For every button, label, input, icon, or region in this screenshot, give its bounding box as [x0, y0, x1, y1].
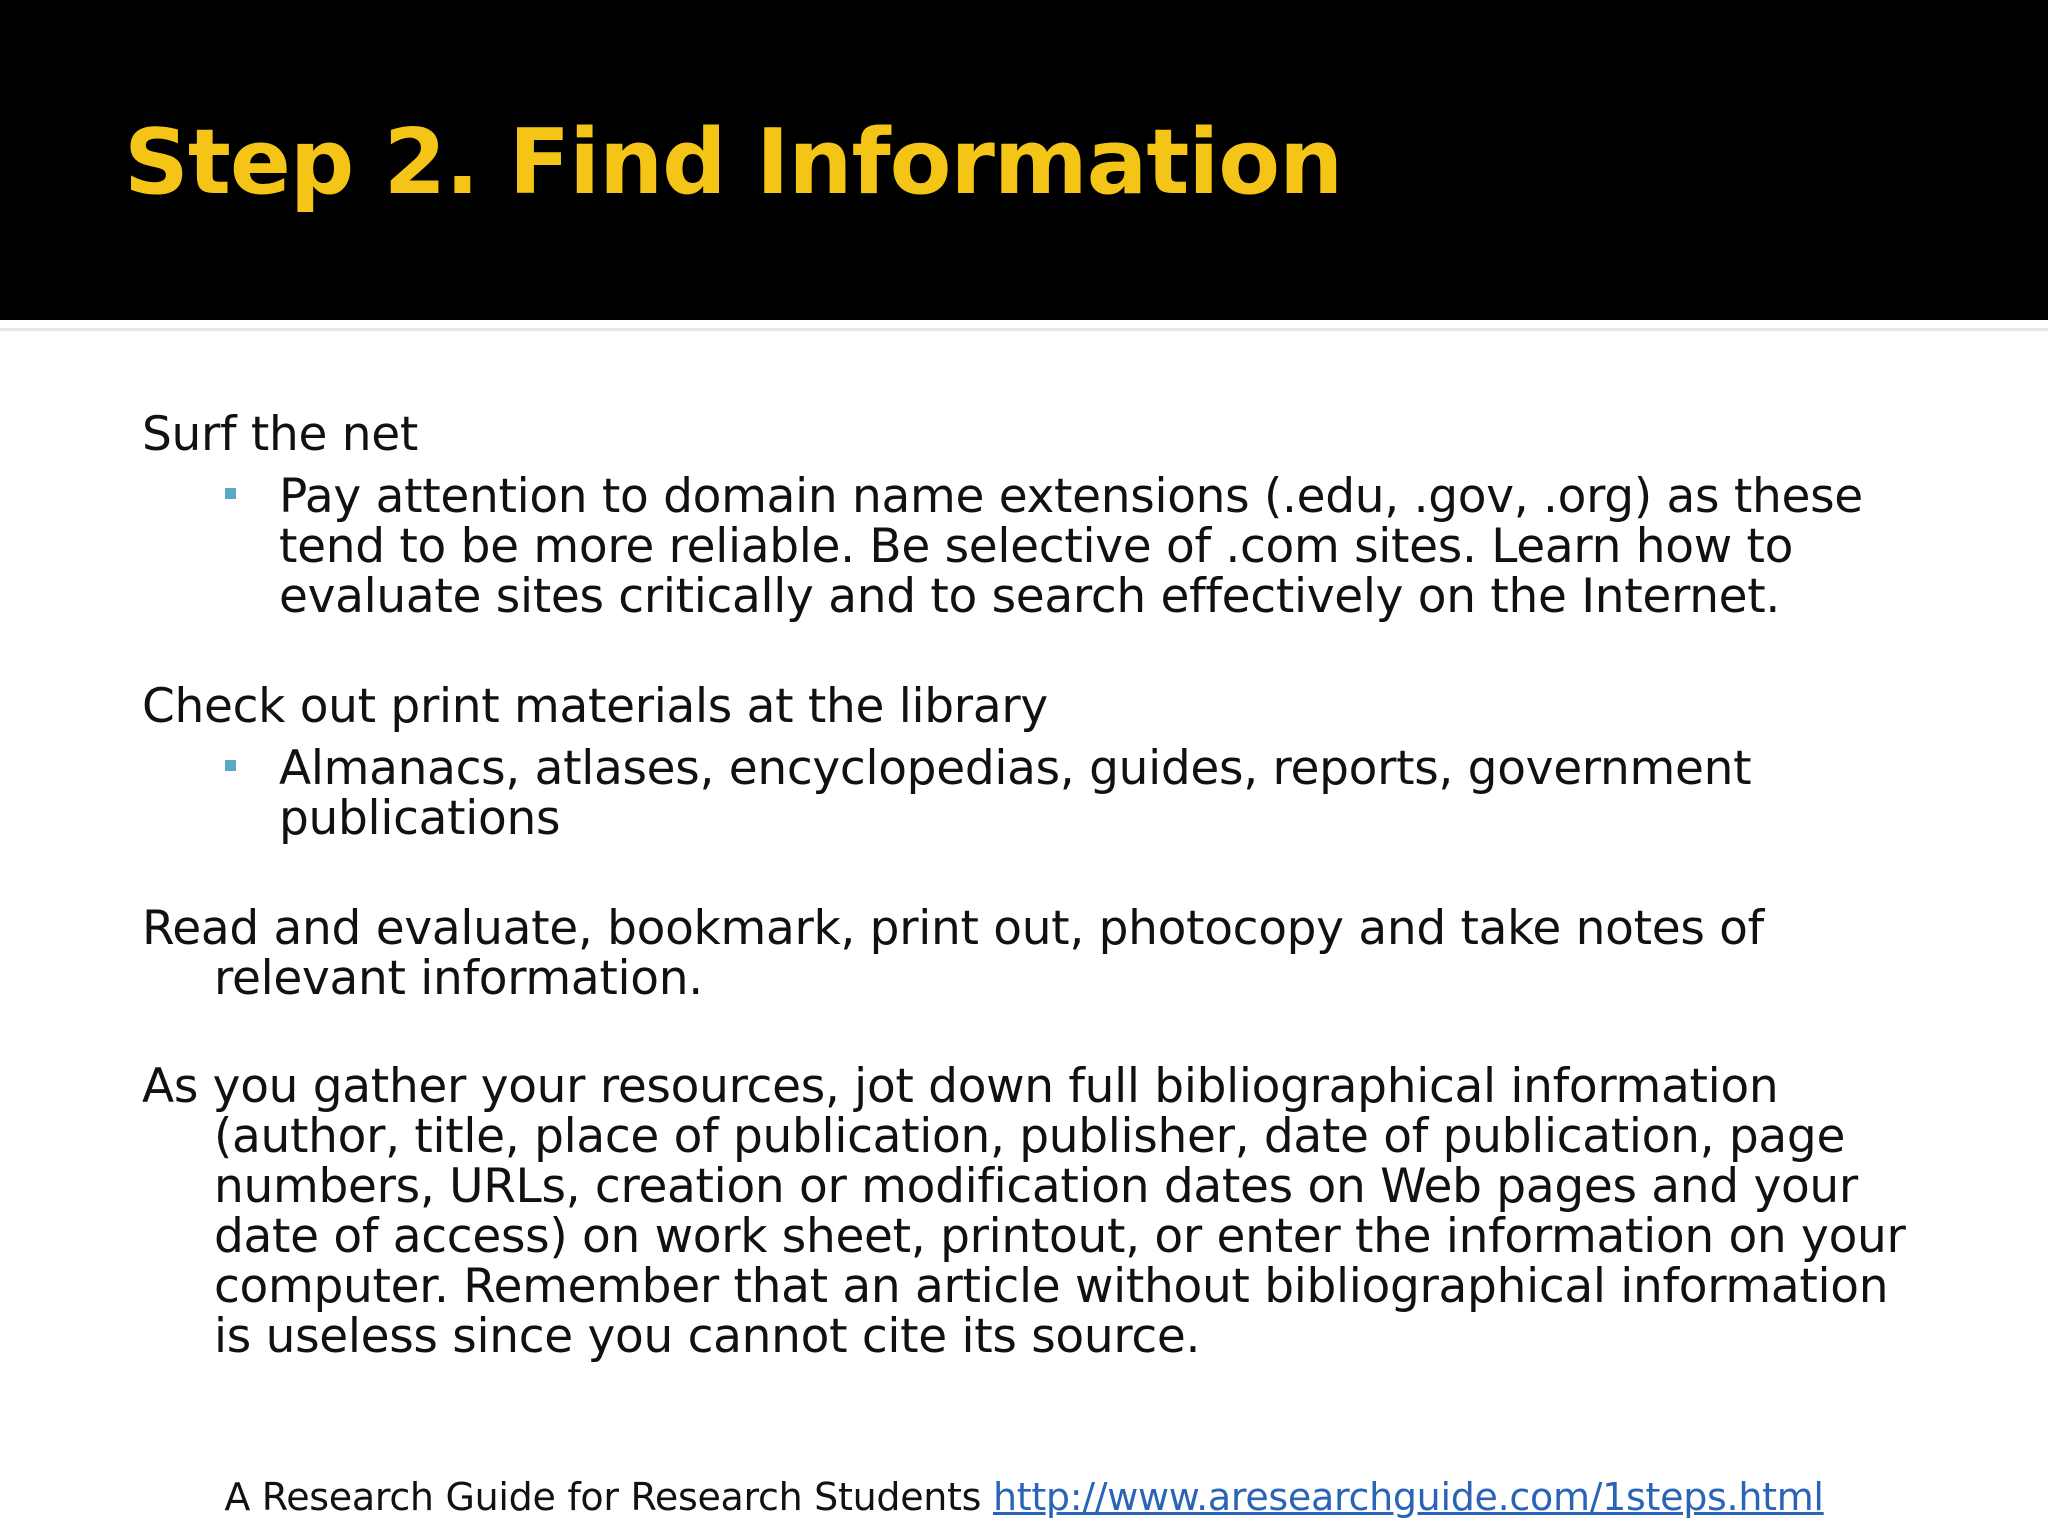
sub-item-print-types	[279, 741, 1922, 846]
slide-title: Step 2. Find Information	[124, 110, 1343, 215]
sub-item-domain-extensions-text: Pay attention to domain name extensions (.edu, .gov, .org) as these tend to be more reliable. Be selective of .com sites. Learn how to evaluate sites critically and to search effectively on the Internet.	[279, 469, 1863, 624]
sub-item-domain-extensions	[279, 469, 1922, 624]
footer-citation	[0, 1474, 2048, 1520]
slide-body	[142, 407, 1922, 1364]
item-read-and-evaluate: Read and evaluate, bookmark, print out, photocopy and take notes of relevant information.	[142, 901, 1764, 1006]
square-bullet-icon	[225, 488, 236, 499]
item-bibliographical-info: As you gather your resources, jot down full bibliographical information (author, title, place of publication, publisher, date of publication, page numbers, URLs, creation or modification dates on Web pages and your date of access) on work sheet, printout, or enter the information on your computer. Remember that an article without bibliographical information is useless since you cannot cite its source.	[142, 1059, 1906, 1364]
footer-text: A Research Guide for Research Students	[224, 1475, 993, 1519]
item-print-materials: Check out print materials at the library	[142, 679, 1048, 734]
item-surf-the-net: Surf the net	[142, 407, 419, 462]
square-bullet-icon	[225, 760, 236, 771]
footer-link[interactable]: http://www.aresearchguide.com/1steps.html	[992, 1475, 1824, 1519]
title-divider	[0, 328, 2048, 331]
sub-item-print-types-text: Almanacs, atlases, encyclopedias, guides, reports, government publications	[279, 741, 1752, 846]
